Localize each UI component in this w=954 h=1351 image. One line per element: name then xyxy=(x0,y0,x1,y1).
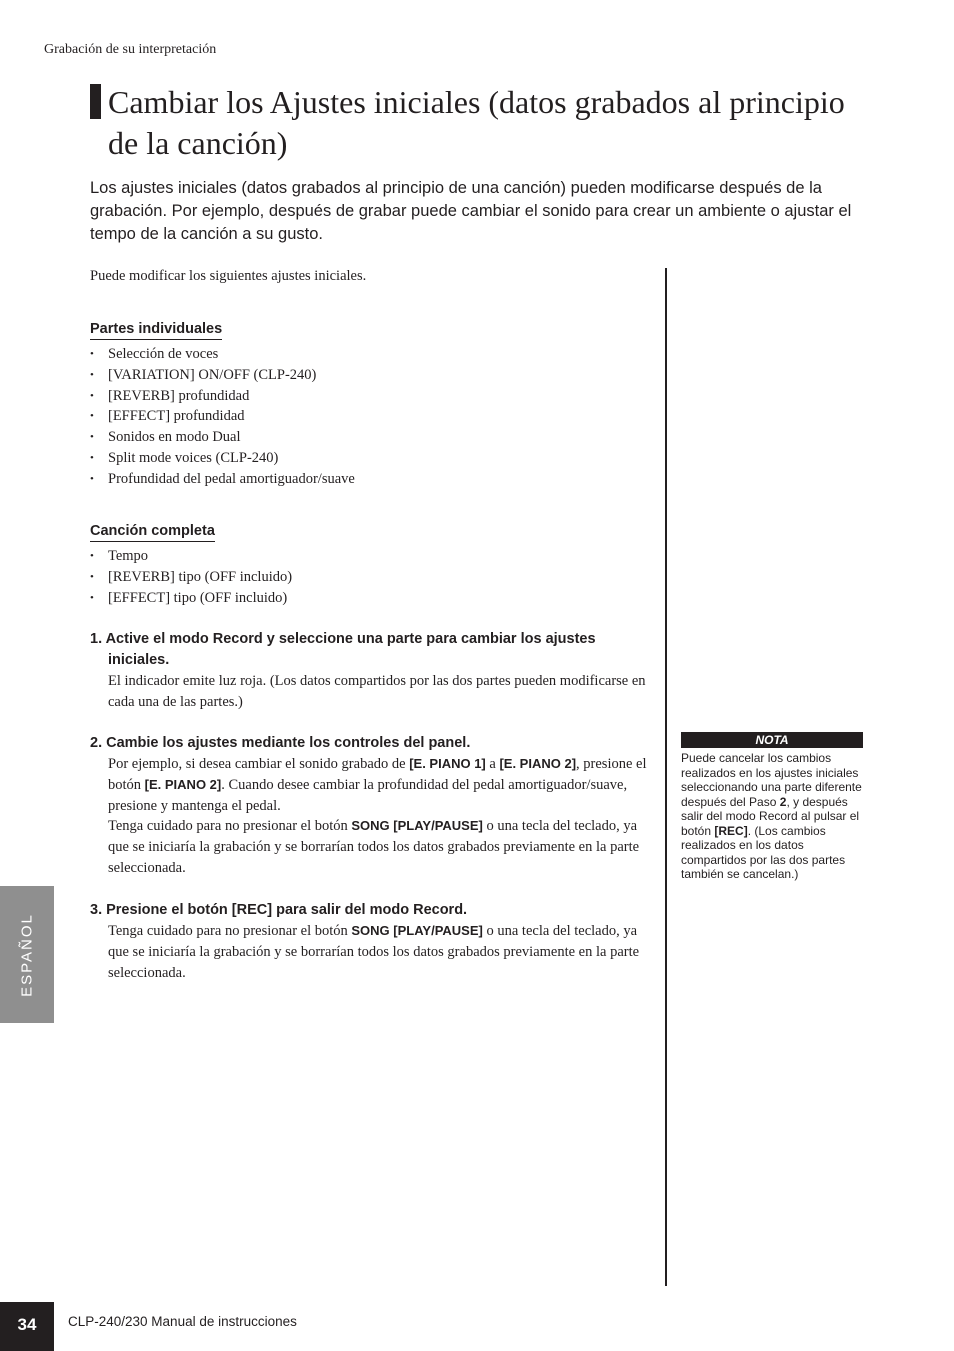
footer-text: CLP-240/230 Manual de instrucciones xyxy=(68,1314,297,1329)
column-divider xyxy=(665,268,667,1286)
step-2-caution-text: o una tecla del teclado, ya que se iniciaría la grabación y se borrarían todos los datos grabados previamente en la parte seleccionada. xyxy=(108,818,640,876)
step-1-heading: 1. Active el modo Record y seleccione una parte para cambiar los ajustes iniciales. xyxy=(90,631,596,668)
step-3 xyxy=(90,900,650,983)
step-3-heading: 3. Presione el botón [REC] para salir del modo Record. xyxy=(90,902,468,918)
nota-text-part: Puede cancelar los cambios realizados en los ajustes iniciales seleccionando una parte diferente después del Paso xyxy=(681,751,862,809)
step-2-text: Por ejemplo, si desea cambiar el sonido grabado de xyxy=(108,756,410,772)
step-2-text: . Cuando desee cambiar la profundidad del pedal amortiguador/suave, presione y mantenga el pedal. xyxy=(108,776,628,814)
step-3-body xyxy=(90,921,650,983)
list-item: • [REVERB] tipo (OFF incluido) xyxy=(90,567,292,588)
list-item: • [VARIATION] ON/OFF (CLP-240) xyxy=(90,365,355,386)
step-2-text: , presione el botón xyxy=(108,756,647,793)
step-2-body xyxy=(90,754,650,879)
button-name-song-play-pause: SONG [PLAY/PAUSE] xyxy=(351,923,483,938)
button-name-song-play-pause: SONG [PLAY/PAUSE] xyxy=(351,818,483,834)
nota-text xyxy=(681,751,863,882)
nota-label: NOTA xyxy=(681,732,863,748)
step-2-heading: 2. Cambie los ajustes mediante los controles del panel. xyxy=(90,735,471,751)
button-name-e-piano-1: [E. PIANO 1] xyxy=(409,756,486,771)
intro-paragraph: Los ajustes iniciales (datos grabados al principio de una canción) pueden modificarse después de la grabación. Por ejemplo, después de grabar puede cambiar el sonido para crear un ambiente o ajustar el tempo de la canción a su gusto. xyxy=(90,179,852,243)
nota-step-number: 2 xyxy=(779,794,787,809)
step-3-text: Tenga cuidado para no presionar el botón xyxy=(108,923,352,939)
button-name-e-piano-2: [E. PIANO 2] xyxy=(499,756,577,771)
page-number: 34 xyxy=(0,1302,54,1351)
list-item: • [EFFECT] tipo (OFF incluido) xyxy=(90,588,292,609)
list-cancion-completa xyxy=(90,546,292,608)
language-label: ESPAÑOL xyxy=(18,912,36,997)
list-item: • Tempo xyxy=(90,546,292,567)
step-1 xyxy=(90,629,650,713)
title-marker-bar xyxy=(90,84,101,119)
nota-text-part: . (Los cambios realizados en los datos compartidos por las dos partes también se cancelan.) xyxy=(681,823,846,881)
step-2 xyxy=(90,733,650,879)
language-side-tab xyxy=(0,886,54,1023)
step-2-caution-text: Tenga cuidado para no presionar el botón xyxy=(108,818,352,835)
button-name-e-piano-2: [E. PIANO 2] xyxy=(144,776,222,792)
heading-partes-individuales: Partes individuales xyxy=(90,321,222,340)
running-head: Grabación de su interpretación xyxy=(44,42,217,57)
page-title: Cambiar los Ajustes iniciales (datos grabados al principio de la canción) xyxy=(108,84,845,161)
heading-cancion-completa: Canción completa xyxy=(90,523,215,542)
list-item: • Sonidos en modo Dual xyxy=(90,427,355,448)
list-partes-individuales xyxy=(90,344,355,490)
list-item: • Selección de voces xyxy=(90,344,355,365)
list-item: • [REVERB] profundidad xyxy=(90,386,355,407)
nota-button-name: [REC] xyxy=(714,823,748,838)
list-item: • [EFFECT] profundidad xyxy=(90,406,355,427)
step-3-text: o una tecla del teclado, ya que se iniciaría la grabación y se borrarían todos los datos grabados previamente en la parte seleccionada. xyxy=(108,923,640,981)
lead-text: Puede modificar los siguientes ajustes iniciales. xyxy=(90,268,367,284)
nota-text-part: , y después salir del modo Record al pulsar el botón xyxy=(681,794,860,838)
list-item: • Profundidad del pedal amortiguador/suave xyxy=(90,469,355,490)
list-item: • Split mode voices (CLP-240) xyxy=(90,448,355,469)
step-2-text: a xyxy=(485,756,500,772)
step-1-body: El indicador emite luz roja. (Los datos compartidos por las dos partes pueden modificarse en cada una de las partes.) xyxy=(108,673,646,710)
